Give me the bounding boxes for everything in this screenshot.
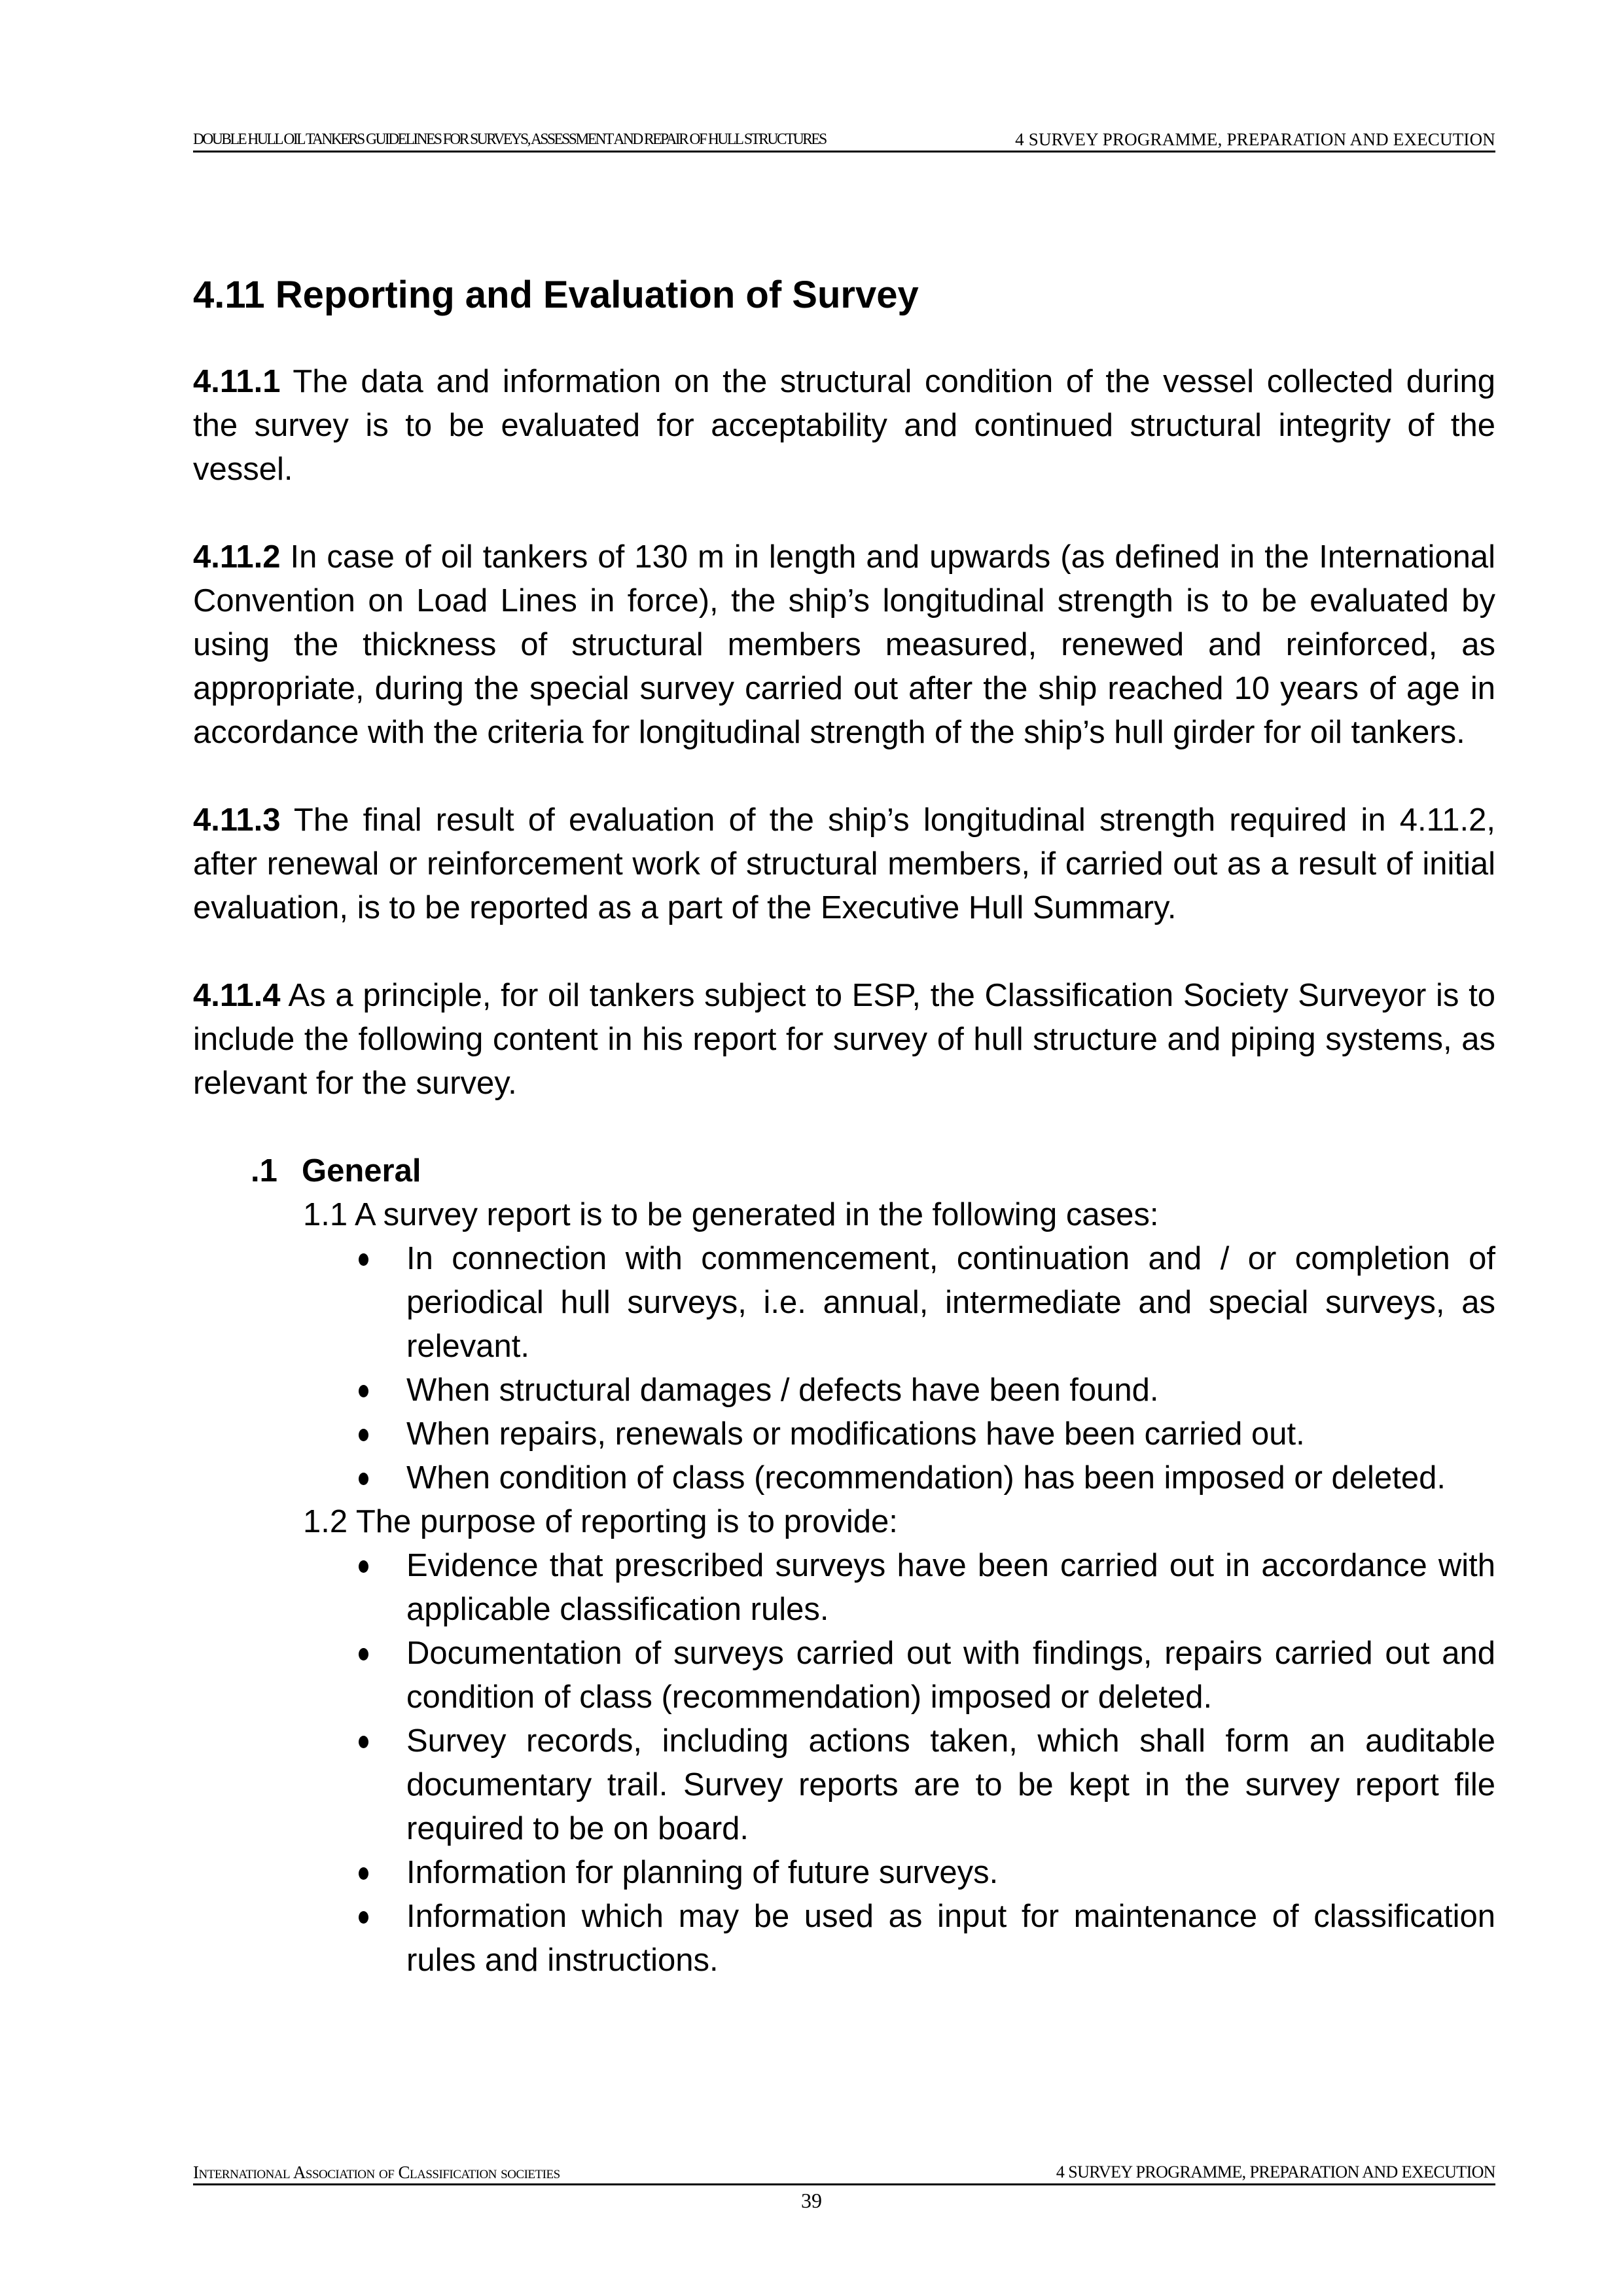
paragraph-4-11-3 [193, 798, 1495, 930]
bullet-list-1-1 [303, 1237, 1495, 1500]
paragraph-number: 4.11.2 [193, 539, 281, 575]
list-item-text: Information for planning of future surveys. [406, 1855, 999, 1890]
paragraph-number: 4.11.3 [193, 802, 281, 838]
list-item [303, 1632, 1495, 1719]
paragraph-number: 4.11.1 [193, 364, 281, 399]
running-footer [193, 2160, 1495, 2185]
list-item [303, 1369, 1495, 1412]
list-item [303, 1412, 1495, 1456]
list-item-text: Documentation of surveys carried out with findings, repairs carried out and condition of class (recommendation) imposed or deleted. [406, 1636, 1495, 1715]
list-item-text: When repairs, renewals or modifications have been carried out. [406, 1416, 1305, 1452]
page-number: 39 [801, 2189, 822, 2212]
paragraph-text: The final result of evaluation of the ship’s longitudinal strength required in 4.11.2, after renewal or reinforcement work of structural members, if carried out as a result of initial evaluation, is to be reported as a part of the Executive Hull Summary. [193, 802, 1495, 925]
footer-organization: International Association of Classification societies [193, 2162, 560, 2182]
footer-chapter-title: 4 SURVEY PROGRAMME, PREPARATION AND EXECUTION [1056, 2162, 1495, 2181]
list-item [303, 1544, 1495, 1632]
list-item-text: Evidence that prescribed surveys have been carried out in accordance with applicable classification rules. [406, 1548, 1495, 1627]
header-document-title: DOUBLE HULL OIL TANKERS GUIDELINES FOR SURVEYS, ASSESSMENT AND REPAIR OF HULL STRUCTURES [193, 131, 826, 148]
list-item-text: When condition of class (recommendation) has been imposed or deleted. [406, 1460, 1446, 1496]
bullet-icon [359, 1648, 368, 1660]
list-item [303, 1895, 1495, 1982]
bullet-icon [359, 1253, 368, 1266]
subsection-title: General [302, 1153, 421, 1189]
paragraph-text: As a principle, for oil tankers subject to ESP, the Classification Society Surveyor is to include the following content in his report for survey of hull structure and piping systems, as relevant for the survey. [193, 978, 1495, 1101]
header-chapter-title: 4 SURVEY PROGRAMME, PREPARATION AND EXECUTION [1015, 130, 1495, 149]
list-item [303, 1237, 1495, 1369]
section-title: 4.11 Reporting and Evaluation of Survey [193, 274, 919, 316]
running-header [193, 128, 1495, 152]
paragraph-4-11-2 [193, 535, 1495, 755]
subsection-number: .1 [251, 1153, 277, 1189]
paragraph-number: 4.11.4 [193, 978, 281, 1013]
list-item-text: In connection with commencement, continuation and / or completion of periodical hull surveys, i.e. annual, intermediate and special surveys, as relevant. [406, 1241, 1495, 1364]
clause-1-1: 1.1 A survey report is to be generated in the following cases: [303, 1197, 1159, 1232]
bullet-list-1-2 [303, 1544, 1495, 1982]
bullet-icon [359, 1385, 368, 1397]
paragraph-text: In case of oil tankers of 130 m in length and upwards (as defined in the International Convention on Load Lines in force), the ship’s longitudinal strength is to be evaluated by using the thickness of structural members measured, renewed and reinforced, as appropriate, during the special survey carried out after the ship reached 10 years of age in accordance with the criteria for longitudinal strength of the ship’s hull girder for oil tankers. [193, 539, 1495, 750]
list-item [303, 1851, 1495, 1895]
subsection-heading [251, 1149, 421, 1193]
list-item-text: Information which may be used as input for maintenance of classification rules and instructions. [406, 1899, 1495, 1978]
paragraph-text: The data and information on the structural condition of the vessel collected during the survey is to be evaluated for acceptability and continued structural integrity of the vessel. [193, 364, 1495, 487]
list-item [303, 1456, 1495, 1500]
bullet-icon [359, 1867, 368, 1880]
paragraph-4-11-1 [193, 360, 1495, 492]
clause-1-2: 1.2 The purpose of reporting is to provide: [303, 1504, 898, 1539]
bullet-icon [359, 1473, 368, 1485]
list-item-text: Survey records, including actions taken, which shall form an auditable documentary trail. Survey reports are to be kept in the survey report file required to be on board. [406, 1723, 1495, 1846]
bullet-icon [359, 1911, 368, 1924]
paragraph-4-11-4 [193, 974, 1495, 1105]
list-item-text: When structural damages / defects have been found. [406, 1372, 1159, 1408]
bullet-icon [359, 1736, 368, 1748]
bullet-icon [359, 1560, 368, 1573]
bullet-icon [359, 1429, 368, 1441]
list-item [303, 1719, 1495, 1851]
